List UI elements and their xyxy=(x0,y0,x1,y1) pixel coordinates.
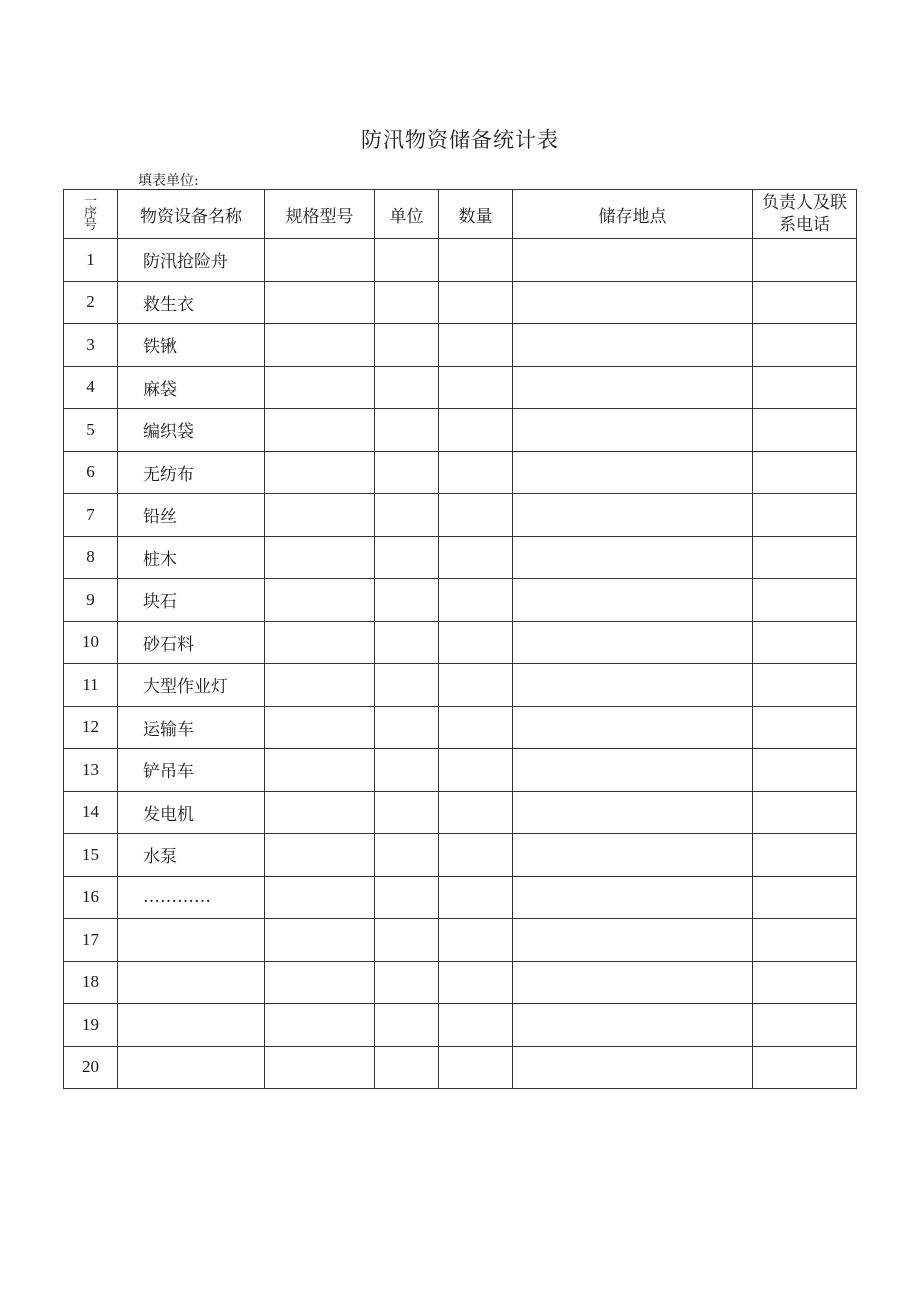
row-contact xyxy=(753,876,857,919)
row-quantity xyxy=(439,919,513,962)
row-name xyxy=(118,1046,265,1089)
row-seq: 18 xyxy=(64,961,118,1004)
row-spec xyxy=(265,961,375,1004)
header-name: 物资设备名称 xyxy=(118,190,265,239)
row-spec xyxy=(265,1004,375,1047)
row-name: 救生衣 xyxy=(118,281,265,324)
row-location xyxy=(513,834,753,877)
row-quantity xyxy=(439,536,513,579)
row-quantity xyxy=(439,834,513,877)
row-name: 铁锹 xyxy=(118,324,265,367)
row-unit xyxy=(375,239,439,282)
row-unit xyxy=(375,579,439,622)
row-spec xyxy=(265,706,375,749)
table-row xyxy=(64,1046,857,1089)
row-unit xyxy=(375,451,439,494)
table-row xyxy=(64,791,857,834)
row-location xyxy=(513,536,753,579)
row-quantity xyxy=(439,664,513,707)
fill-unit-label: 填表单位: xyxy=(138,173,199,189)
row-quantity xyxy=(439,324,513,367)
table-row xyxy=(64,1004,857,1047)
row-location xyxy=(513,409,753,452)
row-seq: 7 xyxy=(64,494,118,537)
header-seq-line3: 号 xyxy=(83,218,97,233)
row-contact xyxy=(753,494,857,537)
row-contact xyxy=(753,834,857,877)
row-unit xyxy=(375,366,439,409)
row-seq: 2 xyxy=(64,281,118,324)
row-spec xyxy=(265,281,375,324)
row-contact xyxy=(753,409,857,452)
row-name: 运输车 xyxy=(118,706,265,749)
row-seq: 12 xyxy=(64,706,118,749)
row-contact xyxy=(753,366,857,409)
table-row xyxy=(64,961,857,1004)
row-location xyxy=(513,494,753,537)
row-quantity xyxy=(439,706,513,749)
row-contact xyxy=(753,1046,857,1089)
row-seq: 3 xyxy=(64,324,118,367)
row-contact xyxy=(753,536,857,579)
header-contact xyxy=(753,190,857,239)
row-quantity xyxy=(439,749,513,792)
row-unit xyxy=(375,536,439,579)
row-location xyxy=(513,621,753,664)
row-quantity xyxy=(439,876,513,919)
row-location xyxy=(513,366,753,409)
table-row xyxy=(64,621,857,664)
row-contact xyxy=(753,324,857,367)
row-unit xyxy=(375,324,439,367)
row-quantity xyxy=(439,281,513,324)
row-quantity xyxy=(439,239,513,282)
row-quantity xyxy=(439,409,513,452)
row-location xyxy=(513,706,753,749)
row-name: 砂石料 xyxy=(118,621,265,664)
table-row xyxy=(64,579,857,622)
row-contact xyxy=(753,621,857,664)
header-seq xyxy=(64,190,118,239)
row-quantity xyxy=(439,1004,513,1047)
header-quantity: 数量 xyxy=(439,190,513,239)
row-contact xyxy=(753,579,857,622)
row-contact xyxy=(753,281,857,324)
row-name: 编织袋 xyxy=(118,409,265,452)
row-location xyxy=(513,791,753,834)
row-name: 无纺布 xyxy=(118,451,265,494)
row-seq: 6 xyxy=(64,451,118,494)
row-unit xyxy=(375,876,439,919)
row-contact xyxy=(753,706,857,749)
row-spec xyxy=(265,834,375,877)
row-name: 铲吊车 xyxy=(118,749,265,792)
row-spec xyxy=(265,494,375,537)
row-location xyxy=(513,749,753,792)
row-contact xyxy=(753,749,857,792)
row-name: ………… xyxy=(118,876,265,919)
table-row xyxy=(64,536,857,579)
row-location xyxy=(513,239,753,282)
row-spec xyxy=(265,791,375,834)
header-spec: 规格型号 xyxy=(265,190,375,239)
table-row xyxy=(64,664,857,707)
row-spec xyxy=(265,324,375,367)
row-location xyxy=(513,1046,753,1089)
row-spec xyxy=(265,536,375,579)
row-seq: 4 xyxy=(64,366,118,409)
table-row xyxy=(64,834,857,877)
row-name: 大型作业灯 xyxy=(118,664,265,707)
row-quantity xyxy=(439,1046,513,1089)
table-row xyxy=(64,876,857,919)
row-seq: 15 xyxy=(64,834,118,877)
row-unit xyxy=(375,409,439,452)
header-seq-line1: 一 xyxy=(83,194,97,209)
table-row xyxy=(64,749,857,792)
header-location: 储存地点 xyxy=(513,190,753,239)
row-location xyxy=(513,579,753,622)
table-row xyxy=(64,366,857,409)
row-name xyxy=(118,961,265,1004)
row-name xyxy=(118,1004,265,1047)
row-unit xyxy=(375,791,439,834)
row-contact xyxy=(753,1004,857,1047)
header-seq-line2: 序 xyxy=(83,206,97,221)
row-unit xyxy=(375,664,439,707)
table-row xyxy=(64,919,857,962)
row-seq: 14 xyxy=(64,791,118,834)
row-unit xyxy=(375,706,439,749)
row-location xyxy=(513,919,753,962)
table-row xyxy=(64,281,857,324)
row-name: 块石 xyxy=(118,579,265,622)
header-contact-line2: 系电话 xyxy=(779,215,830,235)
row-seq: 10 xyxy=(64,621,118,664)
row-quantity xyxy=(439,621,513,664)
row-unit xyxy=(375,919,439,962)
table-row xyxy=(64,451,857,494)
header-contact-line1: 负责人及联 xyxy=(762,193,847,213)
row-spec xyxy=(265,621,375,664)
row-name: 桩木 xyxy=(118,536,265,579)
row-seq: 20 xyxy=(64,1046,118,1089)
row-contact xyxy=(753,239,857,282)
row-unit xyxy=(375,1046,439,1089)
row-contact xyxy=(753,791,857,834)
statistics-table xyxy=(63,189,857,1089)
row-contact xyxy=(753,451,857,494)
row-quantity xyxy=(439,366,513,409)
table-row xyxy=(64,239,857,282)
table-row xyxy=(64,706,857,749)
row-location xyxy=(513,664,753,707)
table-row xyxy=(64,409,857,452)
row-seq: 11 xyxy=(64,664,118,707)
row-location xyxy=(513,876,753,919)
row-spec xyxy=(265,1046,375,1089)
row-seq: 1 xyxy=(64,239,118,282)
row-unit xyxy=(375,749,439,792)
row-seq: 8 xyxy=(64,536,118,579)
row-name: 发电机 xyxy=(118,791,265,834)
row-spec xyxy=(265,409,375,452)
row-spec xyxy=(265,239,375,282)
row-location xyxy=(513,281,753,324)
page-title: 防汛物资储备统计表 xyxy=(361,128,559,152)
row-seq: 5 xyxy=(64,409,118,452)
row-spec xyxy=(265,876,375,919)
row-name xyxy=(118,919,265,962)
row-name: 水泵 xyxy=(118,834,265,877)
row-unit xyxy=(375,621,439,664)
row-quantity xyxy=(439,961,513,1004)
row-seq: 19 xyxy=(64,1004,118,1047)
table-header-row xyxy=(64,190,857,239)
row-spec xyxy=(265,579,375,622)
row-unit xyxy=(375,1004,439,1047)
row-seq: 17 xyxy=(64,919,118,962)
row-unit xyxy=(375,281,439,324)
row-name: 防汛抢险舟 xyxy=(118,239,265,282)
row-seq: 16 xyxy=(64,876,118,919)
row-quantity xyxy=(439,494,513,537)
row-seq: 13 xyxy=(64,749,118,792)
row-unit xyxy=(375,494,439,537)
row-quantity xyxy=(439,791,513,834)
row-location xyxy=(513,324,753,367)
row-spec xyxy=(265,919,375,962)
row-contact xyxy=(753,664,857,707)
row-location xyxy=(513,1004,753,1047)
row-spec xyxy=(265,366,375,409)
row-spec xyxy=(265,664,375,707)
row-unit xyxy=(375,961,439,1004)
row-spec xyxy=(265,451,375,494)
header-unit: 单位 xyxy=(375,190,439,239)
table-row xyxy=(64,324,857,367)
row-location xyxy=(513,961,753,1004)
table-row xyxy=(64,494,857,537)
row-location xyxy=(513,451,753,494)
row-quantity xyxy=(439,451,513,494)
row-spec xyxy=(265,749,375,792)
row-name: 麻袋 xyxy=(118,366,265,409)
row-contact xyxy=(753,961,857,1004)
row-unit xyxy=(375,834,439,877)
row-quantity xyxy=(439,579,513,622)
row-seq: 9 xyxy=(64,579,118,622)
row-name: 铅丝 xyxy=(118,494,265,537)
row-contact xyxy=(753,919,857,962)
